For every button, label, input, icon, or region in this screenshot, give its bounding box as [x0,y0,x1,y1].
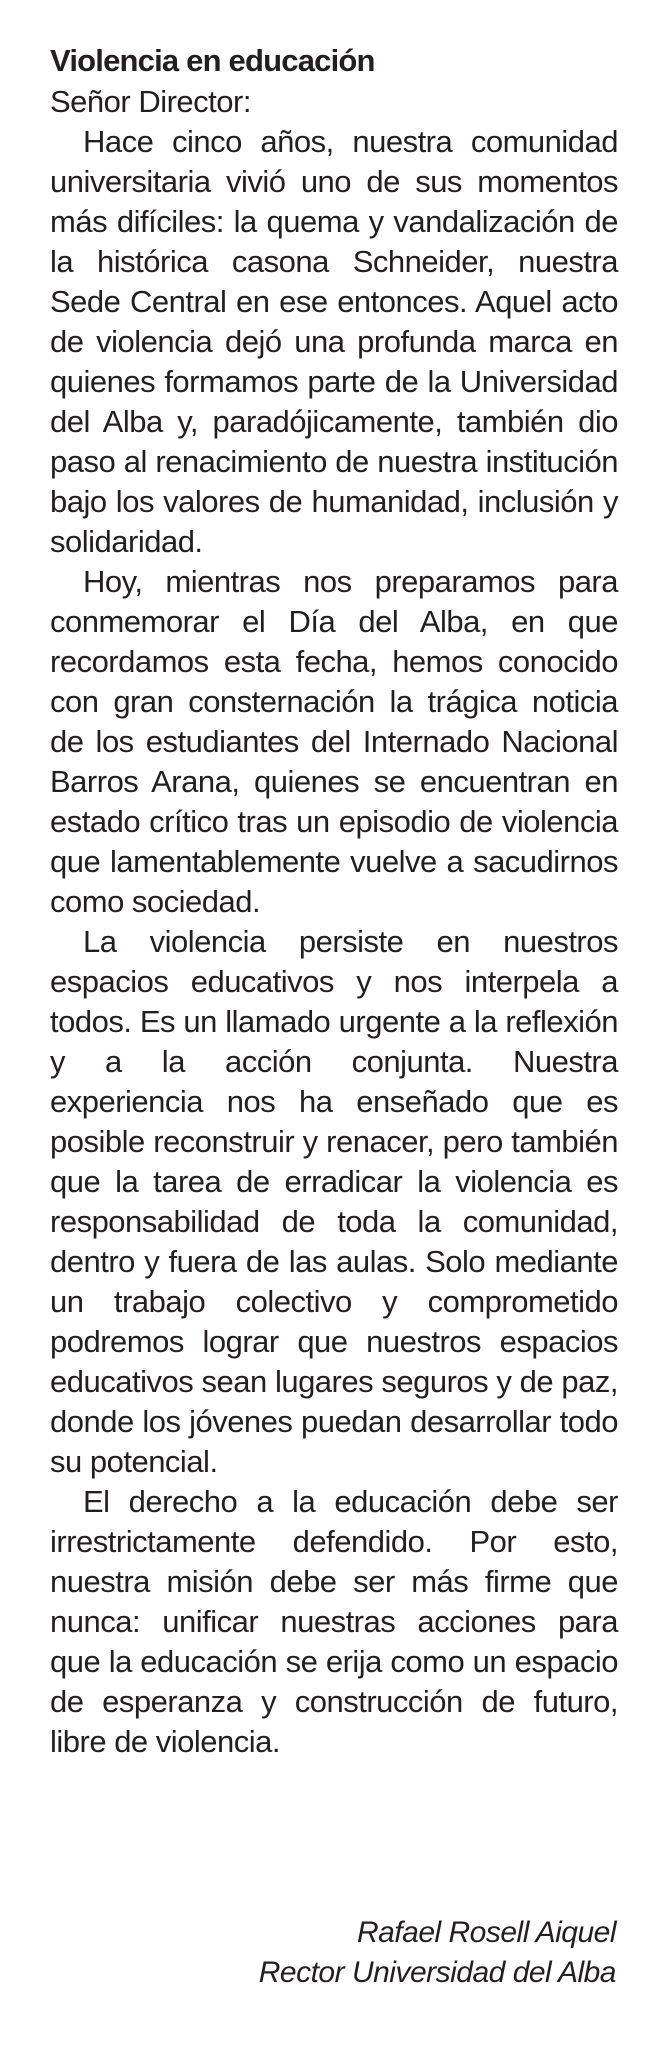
paragraph-2: Hoy, mientras nos preparamos para conmemorar el Día del Alba, en que recordamos esta fecha, hemos conocido con gran consternación la trágica noticia de los estudiantes del Internado Nacional Barros Arana, quienes se encuentran en estado crítico tras un episodio de violencia que lamentablemente vuelve a sacudirnos como sociedad. [50,564,618,919]
letter-title: Violencia en educación [50,43,375,78]
paragraph-4: El derecho a la educación debe ser irrestrictamente defendido. Por esto, nuestra misión debe ser más firme que nunca: unificar nuestras acciones para que la educación se erija como un espacio de esperanza y construcción de futuro, libre de violencia. [50,1484,618,1759]
letter-to-editor [50,40,618,1762]
paragraph-1: Hace cinco años, nuestra comunidad universitaria vivió uno de sus momentos más difíciles: la quema y vandalización de la histórica casona Schneider, nuestra Sede Central en ese entonces. Aquel acto de violencia dejó una profunda marca en quienes formamos parte de la Universidad del Alba y, paradójicamente, también dio paso al renacimiento de nuestra institución bajo los valores de humanidad, inclusión y solidaridad. [50,124,618,559]
signature-role: Rector Universidad del Alba [258,1956,616,1989]
salutation: Señor Director: [50,84,251,119]
signature-block [259,1913,616,1993]
paragraph-3: La violencia persiste en nuestros espacios educativos y nos interpela a todos. Es un llamado urgente a la reflexión y a la acción conjunta. Nuestra experiencia nos ha enseñado que es posible reconstruir y renacer, pero también que la tarea de erradicar la violencia es responsabilidad de toda la comunidad, dentro y fuera de las aulas. Solo mediante un trabajo colectivo y comprometido podremos lograr que nuestros espacios educativos sean lugares seguros y de paz, donde los jóvenes puedan desarrollar todo su potencial. [50,924,618,1479]
signature-name: Rafael Rosell Aiquel [356,1916,616,1949]
